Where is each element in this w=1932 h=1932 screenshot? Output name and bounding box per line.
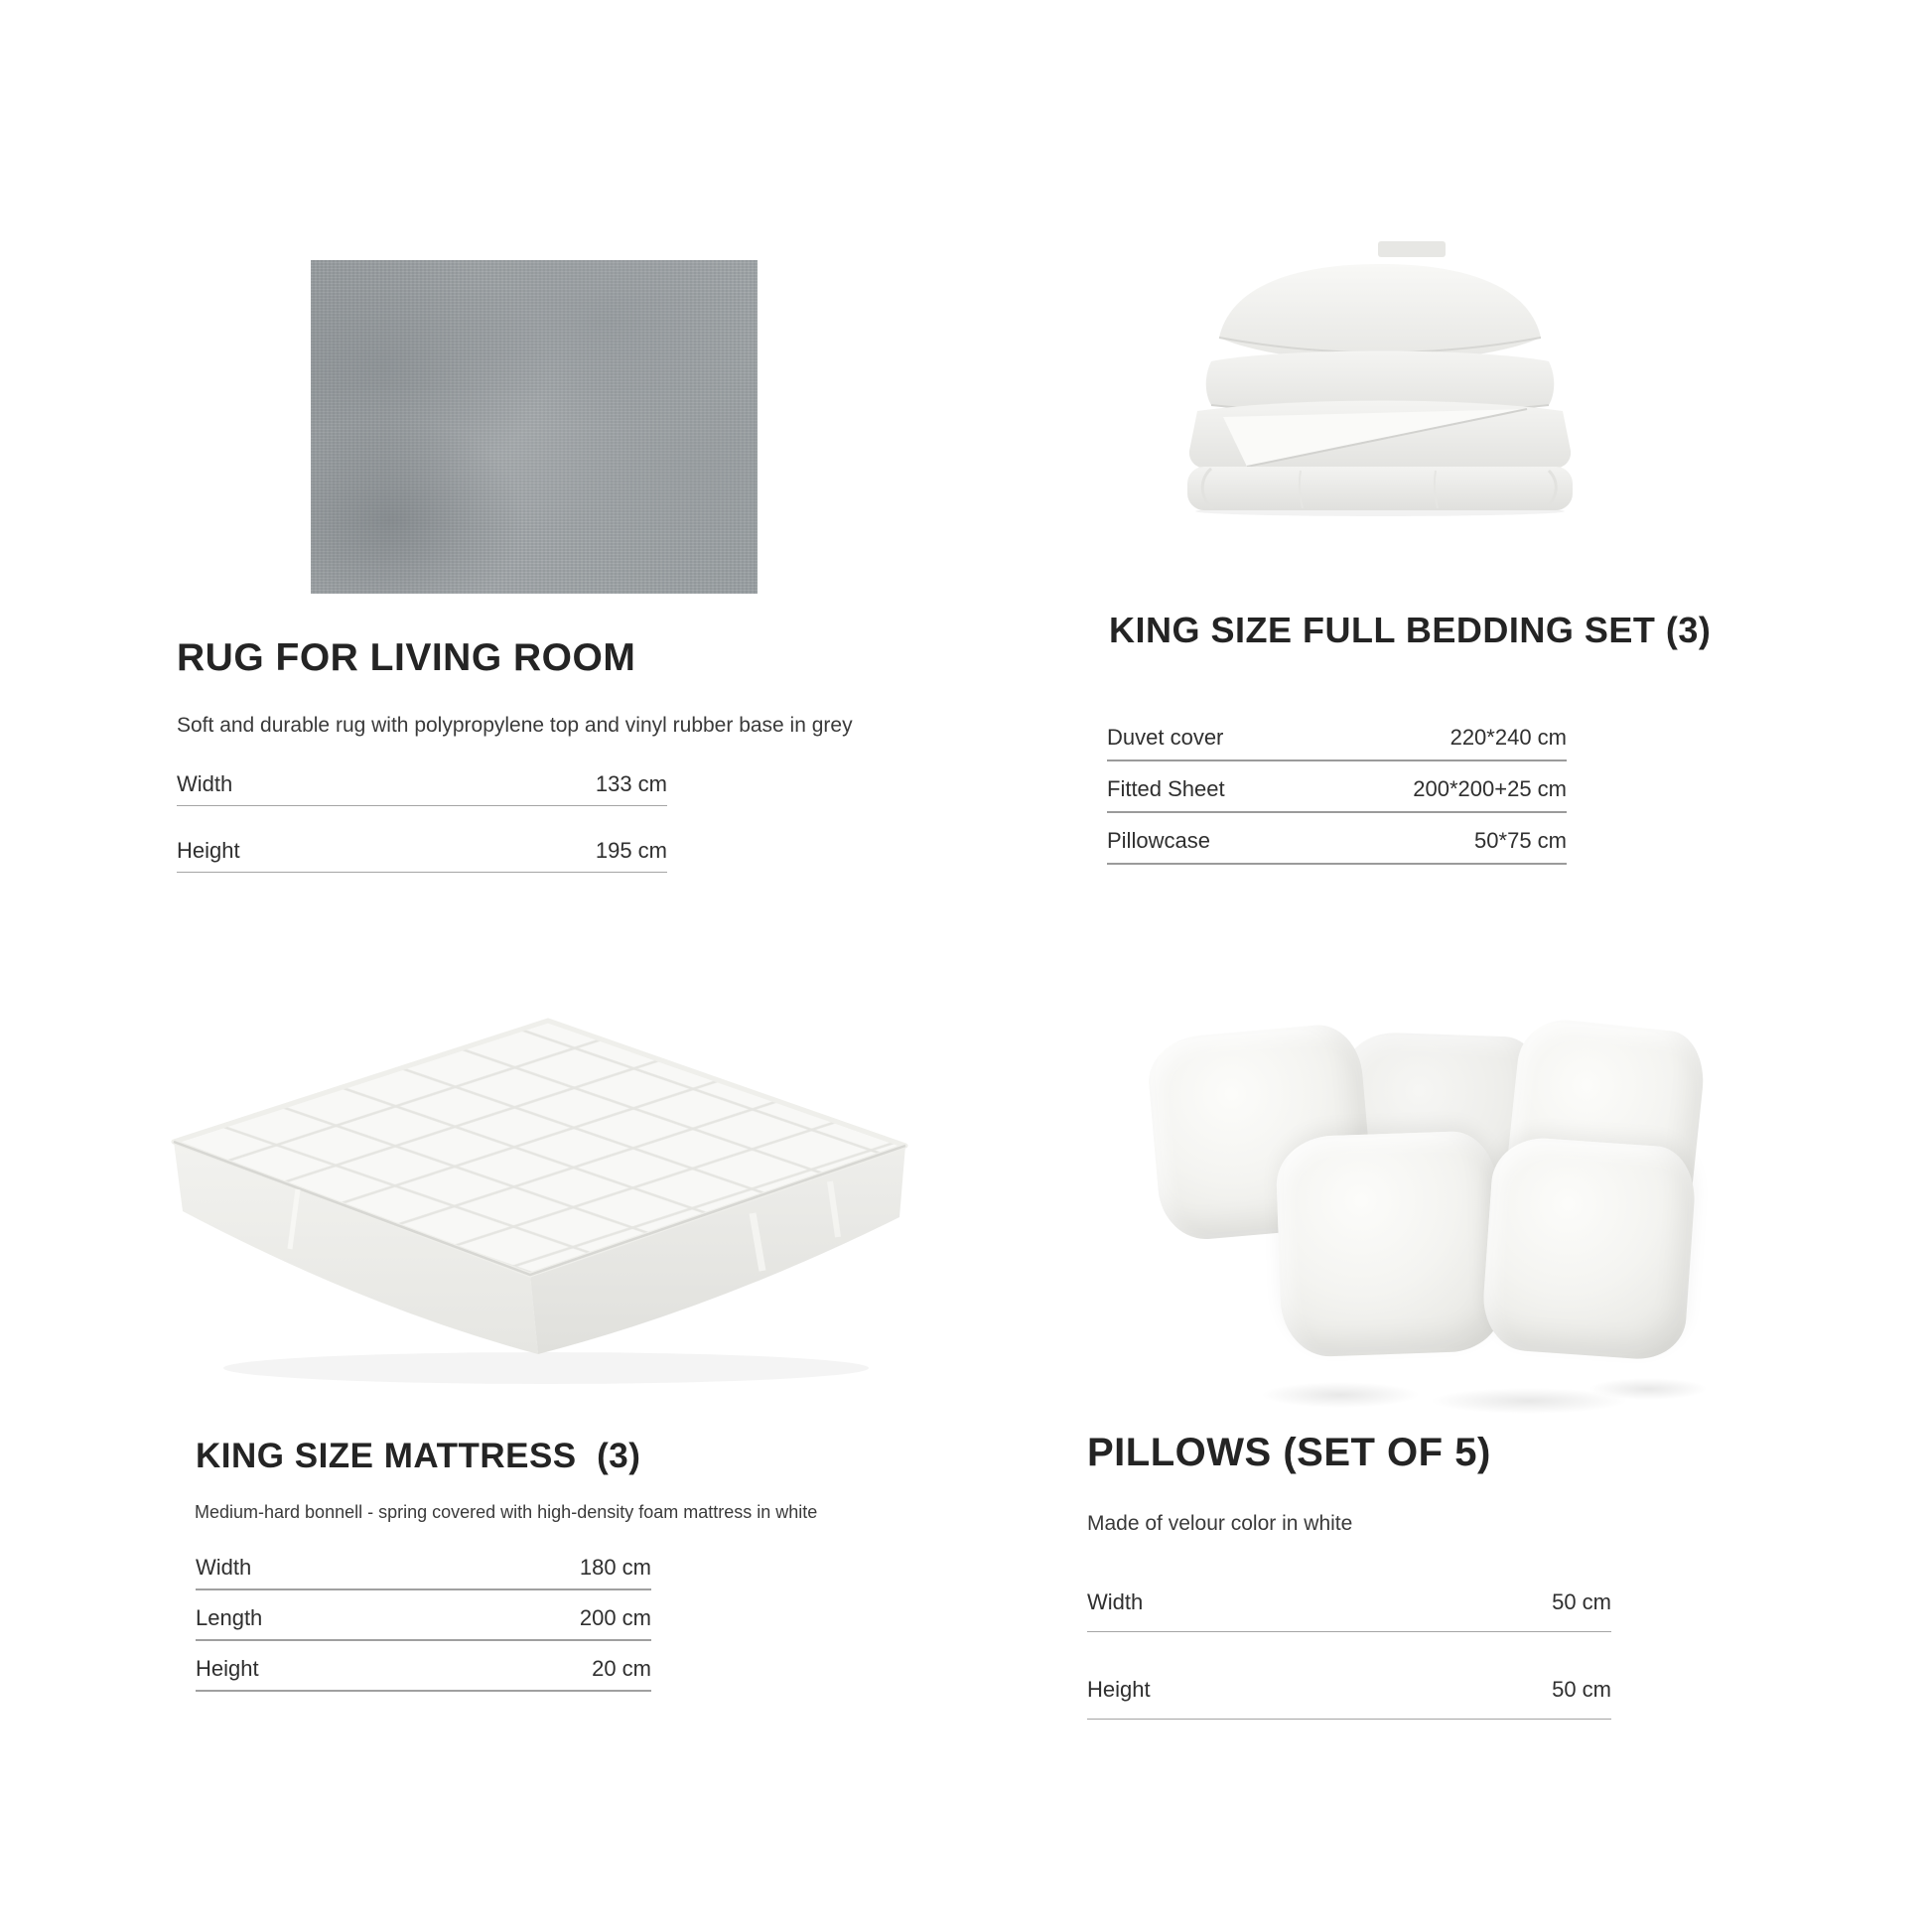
- pillows-spec-table: [1087, 1545, 1611, 1720]
- spec-label: Pillowcase: [1107, 828, 1210, 853]
- spec-value: 180 cm: [579, 1555, 651, 1580]
- table-row: [177, 806, 667, 873]
- table-row: [196, 1641, 651, 1692]
- bedding-title: KING SIZE FULL BEDDING SET (3): [1109, 610, 1712, 650]
- table-row: [1087, 1632, 1611, 1720]
- spec-label: Height: [1087, 1677, 1151, 1702]
- rug-description: Soft and durable rug with polypropylene top and vinyl rubber base in grey: [177, 714, 853, 737]
- spec-label: Height: [177, 838, 240, 863]
- table-row: [177, 740, 667, 806]
- spec-label: Width: [196, 1555, 252, 1580]
- pillow: [1480, 1135, 1698, 1362]
- mattress-photo: [159, 1005, 923, 1397]
- pillows-title: PILLOWS (SET OF 5): [1087, 1431, 1491, 1474]
- spec-label: Height: [196, 1656, 259, 1681]
- table-row: [1107, 761, 1567, 813]
- mattress-description: Medium-hard bonnell - spring covered with high-density foam mattress in white: [195, 1502, 818, 1522]
- spec-value: 50*75 cm: [1474, 828, 1567, 853]
- rug-title: RUG FOR LIVING ROOM: [177, 636, 636, 679]
- rug-photo: [311, 260, 758, 594]
- table-row: [1107, 813, 1567, 865]
- bedding-photo: [1181, 236, 1579, 516]
- rug-spec-table: [177, 740, 667, 873]
- table-row: [1107, 710, 1567, 761]
- table-row: [196, 1540, 651, 1590]
- mattress-spec-table: [196, 1540, 651, 1692]
- spec-value: 50 cm: [1552, 1677, 1611, 1702]
- table-row: [196, 1590, 651, 1641]
- spec-value: 133 cm: [595, 771, 667, 796]
- spec-label: Fitted Sheet: [1107, 776, 1225, 801]
- spec-value: 20 cm: [592, 1656, 651, 1681]
- spec-value: 195 cm: [595, 838, 667, 863]
- pillow: [1275, 1130, 1503, 1358]
- spec-label: Duvet cover: [1107, 725, 1224, 750]
- spec-label: Width: [1087, 1589, 1144, 1614]
- spec-value: 220*240 cm: [1449, 725, 1567, 750]
- spec-value: 50 cm: [1552, 1589, 1611, 1614]
- mattress-title: KING SIZE MATTRESS (3): [196, 1437, 641, 1475]
- spec-value: 200*200+25 cm: [1413, 776, 1567, 801]
- pillows-description: Made of velour color in white: [1087, 1512, 1353, 1535]
- spec-label: Width: [177, 771, 233, 796]
- table-row: [1087, 1545, 1611, 1632]
- spec-value: 200 cm: [579, 1605, 651, 1630]
- spec-label: Length: [196, 1605, 263, 1630]
- ground-shadow: [1588, 1378, 1708, 1400]
- ground-shadow: [1261, 1382, 1420, 1408]
- bedding-spec-table: [1107, 710, 1567, 865]
